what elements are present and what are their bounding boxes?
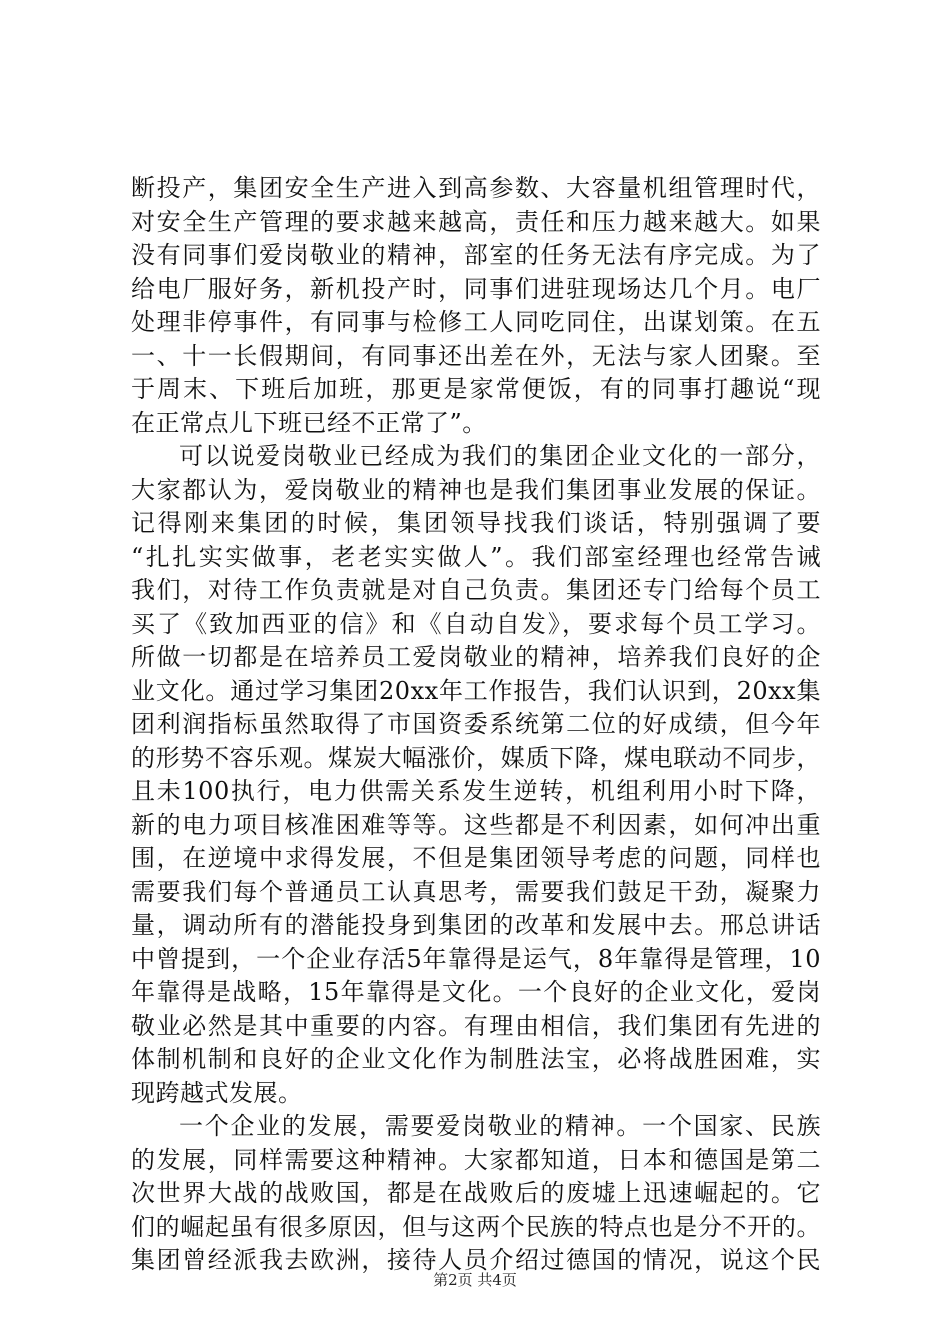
text-line: 现跨越式发展。 [131, 1078, 303, 1107]
text-line: 且未100执行，电力供需关系发生逆转，机组利用小时下降， [131, 777, 821, 805]
text-line: 们的崛起虽有很多原因，但与这两个民族的特点也是分不开的。 [131, 1212, 821, 1241]
text-line: 团利润指标虽然取得了市国资委系统第二位的好成绩，但今年 [131, 710, 821, 738]
text-line: 记得刚来集团的时候，集团领导找我们谈话，特别强调了要 [131, 509, 821, 537]
text-line: 可以说爱岗敬业已经成为我们的集团企业文化的一部分， [179, 442, 821, 470]
text-line: 给电厂服好务，新机投产时，同事们进驻现场达几个月。电厂 [131, 274, 821, 303]
text-line: 于周末、下班后加班，那更是家常便饭，有的同事打趣说“现 [131, 375, 821, 403]
text-line: 大家都认为，爱岗敬业的精神也是我们集团事业发展的保证。 [131, 475, 821, 504]
text-line: 的形势不容乐观。煤炭大幅涨价，媒质下降，煤电联动不同步， [131, 743, 821, 772]
text-line: 年靠得是战略，15年靠得是文化。一个良好的企业文化，爱岗 [131, 978, 821, 1006]
text-line: 对安全生产管理的要求越来越高，责任和压力越来越大。如果 [131, 207, 821, 236]
text-line: 的发展，同样需要这种精神。大家都知道，日本和德国是第二 [131, 1145, 821, 1174]
text-line: 围，在逆境中求得发展，不但是集团领导考虑的问题，同样也 [131, 844, 821, 872]
text-line: 买了《致加西亚的信》和《自动自发》，要求每个员工学习。 [131, 609, 821, 638]
text-line: 一、十一长假期间，有同事还出差在外，无法与家人团聚。至 [131, 341, 821, 370]
text-line: “扎扎实实做事，老老实实做人”。我们部室经理也经常告诫 [131, 542, 821, 571]
text-line: 处理非停事件，有同事与检修工人同吃同住，出谋划策。在五 [131, 308, 821, 336]
page-footer: 第2页 共4页 [433, 1271, 517, 1289]
text-line: 一个企业的发展，需要爱岗敬业的精神。一个国家、民族 [179, 1112, 821, 1140]
text-line: 我们，对待工作负责就是对自己负责。集团还专门给每个员工 [131, 576, 821, 604]
text-line: 断投产，集团安全生产进入到高参数、大容量机组管理时代， [131, 174, 821, 202]
text-line: 敬业必然是其中重要的内容。有理由相信，我们集团有先进的 [131, 1011, 821, 1040]
text-line: 新的电力项目核准困难等等。这些都是不利因素，如何冲出重 [131, 810, 821, 839]
body-text [131, 172, 821, 1278]
text-line: 业文化。通过学习集团20xx年工作报告，我们认识到，20xx集 [131, 676, 821, 705]
text-line: 量，调动所有的潜能投身到集团的改革和发展中去。邢总讲话 [131, 911, 821, 939]
text-line: 没有同事们爱岗敬业的精神，部室的任务无法有序完成。为了 [131, 241, 821, 269]
text-line: 次世界大战的战败国，都是在战败后的废墟上迅速崛起的。它 [131, 1179, 821, 1207]
text-line: 在正常点儿下班已经不正常了”。 [131, 408, 487, 437]
text-line: 中曾提到，一个企业存活5年靠得是运气，8年靠得是管理，10 [131, 944, 821, 973]
text-line: 体制机制和良好的企业文化作为制胜法宝，必将战胜困难，实 [131, 1045, 821, 1073]
text-line: 集团曾经派我去欧洲，接待人员介绍过德国的情况，说这个民 [131, 1246, 821, 1274]
text-line: 所做一切都是在培养员工爱岗敬业的精神，培养我们良好的企 [131, 643, 821, 671]
text-line: 需要我们每个普通员工认真思考，需要我们鼓足干劲，凝聚力 [131, 877, 821, 906]
